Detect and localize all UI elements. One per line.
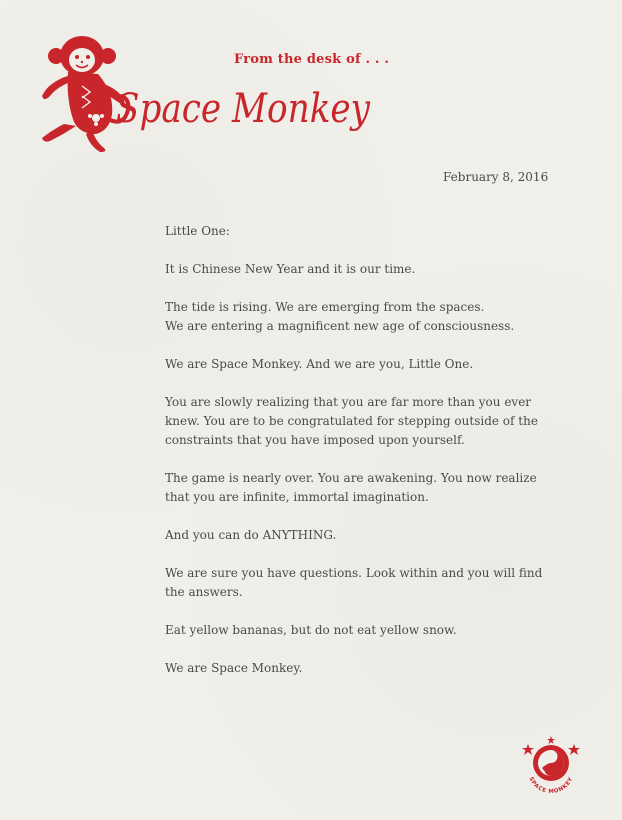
brand-name-text: Space Monkey (116, 86, 372, 132)
letter-paragraph: Little One: (165, 224, 230, 238)
letter-paragraph: You are slowly realizing that you are far more than you ever knew. You are to be congratulated for stepping outside of the constraints that you have imposed upon yourself. (165, 395, 538, 447)
letter-paragraph: We are Space Monkey. (165, 661, 303, 675)
letter-paragraph: Eat yellow bananas, but do not eat yellow snow. (165, 623, 457, 637)
letter-paragraph: The game is nearly over. You are awakening. You now realize that you are infinite, immortal imagination. (165, 471, 537, 504)
letter-paragraph: We are Space Monkey. And we are you, Little One. (165, 357, 474, 371)
space-monkey-seal-icon (520, 736, 582, 798)
letter-date: February 8, 2016 (443, 170, 549, 184)
letter-body (165, 222, 565, 697)
space-monkey-wordmark (112, 78, 374, 142)
letter-paragraph: We are sure you have questions. Look within and you will find the answers. (165, 566, 543, 599)
from-desk-heading: From the desk of . . . (234, 52, 390, 67)
letter-paragraph: The tide is rising. We are emerging from the spaces. We are entering a magnificent new age of consciousness. (165, 300, 515, 333)
letter-paragraph: And you can do ANYTHING. (165, 528, 337, 542)
seal-text: SPACE MONKEY (527, 776, 575, 796)
letter-paragraph: It is Chinese New Year and it is our time. (165, 262, 416, 276)
